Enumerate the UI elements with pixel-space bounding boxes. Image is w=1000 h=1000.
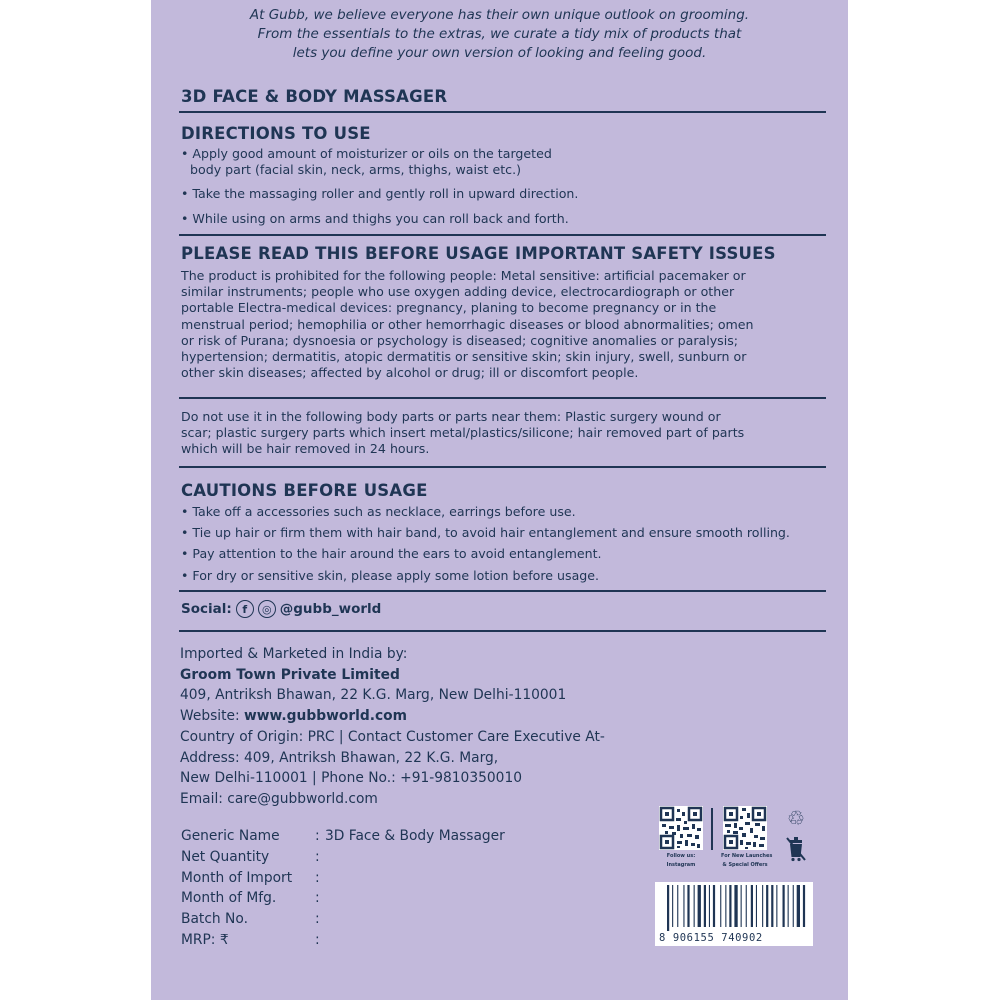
origin-line: Country of Origin: PRC | Contact Customer Care Executive At- <box>180 728 605 745</box>
label-panel <box>151 0 848 1000</box>
qr-caption: For New Launches <box>721 853 773 859</box>
care-phone: New Delhi-110001 | Phone No.: +91-9810350010 <box>180 770 523 787</box>
safety-line: or risk of Purana; dysnoesia or psychology is diseased; cognitive anomalies or paralysis; <box>181 332 739 348</box>
spec-key: Month of Import <box>181 869 293 886</box>
safety-line: The product is prohibited for the following people: Metal sensitive: artificial pacemaker or <box>181 268 746 283</box>
recycle-icon: ♲ <box>787 806 805 830</box>
safety-line: Do not use it in the following body parts or parts near them: Plastic surgery wound or <box>181 409 721 424</box>
spec-row: Batch No. : <box>181 909 505 930</box>
intro-line: At Gubb, we believe everyone has their own unique outlook on grooming. <box>249 7 750 23</box>
spec-row: Month of Import : <box>181 868 505 889</box>
safety-line: portable Electra-medical devices: pregnancy, planing to become pregnancy or in the <box>181 300 717 316</box>
importer-block <box>180 644 605 810</box>
social-handle[interactable]: @gubb_world <box>279 601 382 617</box>
facebook-icon[interactable]: f <box>236 600 254 618</box>
divider <box>179 590 826 592</box>
offers-qr[interactable] <box>721 806 773 868</box>
qr-caption: Instagram <box>666 862 696 868</box>
intro-line: From the essentials to the extras, we curate a tidy mix of products that <box>257 26 742 42</box>
caution-item: • Take off a accessories such as necklace, earrings before use. <box>181 504 576 519</box>
divider <box>179 234 826 236</box>
social-label: Social: <box>181 601 232 617</box>
website-link[interactable]: www.gubbworld.com <box>244 708 408 725</box>
direction-item: body part (facial skin, neck, arms, thighs, waist etc.) <box>190 162 521 177</box>
spec-key: Net Quantity <box>181 848 270 865</box>
directions-heading: DIRECTIONS TO USE <box>181 124 371 143</box>
safety-heading: PLEASE READ THIS BEFORE USAGE IMPORTANT SAFETY ISSUES <box>181 244 776 263</box>
safety-line: menstrual period; hemophilia or other hemorrhagic diseases or blood abnormalities; omen <box>181 316 754 332</box>
caution-item: • Pay attention to the hair around the ears to avoid entanglement. <box>181 546 602 561</box>
qr-caption: Follow us: <box>666 853 696 859</box>
spec-key: Generic Name <box>181 828 280 844</box>
instagram-icon[interactable]: ◎ <box>258 600 276 618</box>
barcode-bars-icon <box>655 882 813 932</box>
caution-item: • Tie up hair or firm them with hair band, to avoid hair entanglement and ensure smooth rolling. <box>181 525 790 540</box>
spec-row: Generic Name : 3D Face & Body Massager <box>181 826 505 847</box>
product-title: 3D FACE & BODY MASSAGER <box>181 87 448 106</box>
company-address: 409, Antriksh Bhawan, 22 K.G. Marg, New Delhi-110001 <box>180 687 567 704</box>
direction-item: • Take the massaging roller and gently roll in upward direction. <box>181 186 579 201</box>
caution-item: • For dry or sensitive skin, please apply some lotion before usage. <box>181 568 600 583</box>
importer-line: Imported & Marketed in India by: <box>180 646 408 662</box>
spec-value: 3D Face & Body Massager <box>325 828 505 844</box>
spec-key: Batch No. <box>181 911 248 928</box>
safety-line: which will be hair removed in 24 hours. <box>181 441 430 457</box>
care-email[interactable]: Email: care@gubbworld.com <box>180 790 378 807</box>
instagram-qr[interactable] <box>657 806 705 868</box>
qr-code-icon <box>723 806 767 850</box>
spec-key: MRP: ₹ <box>181 931 229 948</box>
spec-key: Month of Mfg. <box>181 890 277 907</box>
safety-line: similar instruments; people who use oxygen adding device, electrocardiograph or other <box>181 284 735 300</box>
website-label: Website: <box>180 708 245 725</box>
direction-item: • While using on arms and thighs you can roll back and forth. <box>181 211 569 226</box>
company-name-text: Groom Town Private Limited <box>180 666 400 683</box>
barcode-number: 8 906155 740902 <box>659 932 763 944</box>
spec-row: Month of Mfg. : <box>181 888 505 909</box>
safety-line: other skin diseases; affected by alcohol or drug; ill or discomfort people. <box>181 365 639 381</box>
body-parts-paragraph <box>181 409 831 458</box>
divider <box>179 630 826 632</box>
safety-line: scar; plastic surgery parts which insert metal/plastics/silicone; hair removed part of parts <box>181 425 745 441</box>
intro-line: lets you define your own version of looking and feeling good. <box>292 45 707 61</box>
trash-bin-icon <box>783 836 809 867</box>
barcode <box>655 882 813 946</box>
care-address: Address: 409, Antriksh Bhawan, 22 K.G. Marg, <box>180 749 499 766</box>
company-name <box>180 665 605 686</box>
spec-row: Net Quantity : <box>181 847 505 868</box>
spec-table <box>181 826 505 951</box>
direction-item: • Apply good amount of moisturizer or oils on the targeted <box>181 146 552 161</box>
safety-paragraph <box>181 268 831 381</box>
qr-code-icon <box>659 806 703 850</box>
website-line <box>180 706 605 727</box>
divider <box>179 466 826 468</box>
divider <box>179 397 826 399</box>
brand-intro <box>151 6 848 63</box>
cautions-heading: CAUTIONS BEFORE USAGE <box>181 481 428 500</box>
social-row <box>181 600 381 618</box>
qr-separator <box>711 808 713 850</box>
safety-line: hypertension; dermatitis, atopic dermatitis or sensitive skin; skin injury, swell, sunburn or <box>181 349 747 365</box>
divider <box>179 111 826 113</box>
qr-caption: & Special Offers <box>722 862 768 868</box>
spec-row: MRP: ₹ : <box>181 930 505 951</box>
